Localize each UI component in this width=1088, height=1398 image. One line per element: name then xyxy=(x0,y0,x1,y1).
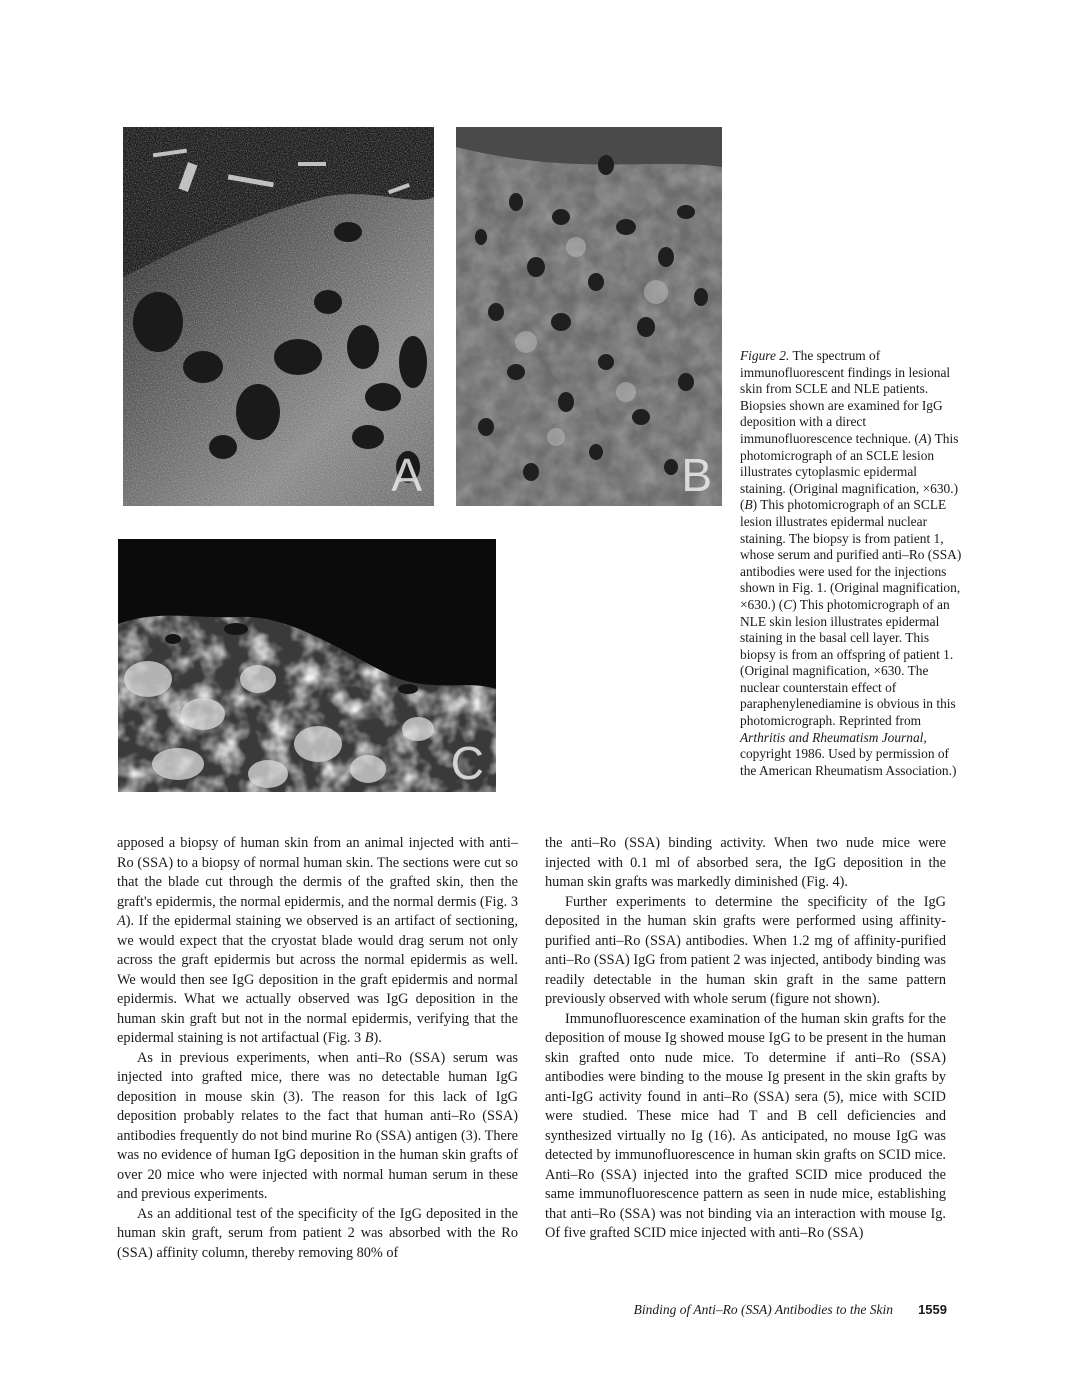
caption-ref-b: B xyxy=(744,497,753,513)
panel-b-label: B xyxy=(681,449,712,501)
body-column-right xyxy=(545,834,946,1244)
caption-text: ) This photomicrograph of an SCLE lesion illustrates epidermal nuclear staining. The biopsy is from patient 1, whose serum and purified anti–Ro (SSA) antibodies were used for the injections shown in Fig. 1. (Original magnification, ×630.) ( xyxy=(740,497,962,612)
body-paragraph: As in previous experiments, when anti–Ro (SSA) serum was injected into grafted mice, there was no detectable human IgG deposition in mouse skin (3). The reason for this lack of IgG deposition probably relates to the fact that human anti–Ro (SSA) antibodies frequently do not bind murine Ro (SSA) antigen (3). There was no evidence of human IgG deposition in the human skin grafts of over 20 mice who were injected with normal human serum in these and previous experiments. xyxy=(117,1049,518,1202)
page-number: 1559 xyxy=(918,1302,947,1317)
body-paragraph: Further experiments to determine the specificity of the IgG deposited in the human skin grafts were performed using affinity-purified anti–Ro (SSA) antibodies. When 1.2 mg of affinity-purified anti–Ro (SSA) IgG from patient 2 was injected, antibody binding was readily detectable in the human skin graft in the same pattern previously observed with whole serum (figure not shown). xyxy=(545,893,946,1007)
figure-panel-b xyxy=(456,127,722,506)
caption-journal-title: Arthritis and Rheumatism Journal, xyxy=(740,729,927,745)
panel-c-micrograph xyxy=(118,539,496,792)
running-head: Binding of Anti–Ro (SSA) Antibodies to the Skin xyxy=(633,1302,893,1317)
body-paragraph: the anti–Ro (SSA) binding activity. When two nude mice were injected with 0.1 ml of absorbed sera, the IgG deposition in the human skin grafts was markedly diminished (Fig. 4). xyxy=(545,835,946,890)
panel-a-label: A xyxy=(391,449,422,501)
caption-text: The spectrum of immunofluorescent findings in lesional skin from SCLE and NLE patients. Biopsies shown are examined for IgG deposition with a direct immunofluorescence technique. ( xyxy=(740,348,951,446)
body-paragraph xyxy=(117,834,518,1049)
figure-caption xyxy=(740,348,962,779)
panel-c-label: C xyxy=(450,737,484,789)
figure-ref: A xyxy=(117,913,126,929)
caption-ref-a: A xyxy=(918,430,928,446)
panel-a-micrograph xyxy=(123,127,434,506)
figure-ref: B xyxy=(364,1030,374,1046)
caption-text: ) This photomicrograph of an NLE skin lesion illustrates epidermal staining in the basal cell layer. This biopsy is from an offspring of patient 1. (Original magnification, ×630. The nuclear counterstain effect of paraphenylenediamine is obvious in this photomicrograph. Reprinted from xyxy=(740,596,956,729)
caption-text: copyright 1986. Used by permission of the American Rheumatism Association.) xyxy=(740,746,957,778)
body-paragraph: As an additional test of the specificity of the IgG deposited in the human skin graft, serum from patient 2 was absorbed with the Ro (SSA) affinity column, thereby removing 80% of xyxy=(117,1205,518,1261)
page-footer xyxy=(545,1302,947,1322)
figure-label: Figure 2. xyxy=(740,348,790,363)
figure-panel-a xyxy=(123,127,434,506)
figure-panel-c xyxy=(118,539,496,792)
paragraph-text: apposed a biopsy of human skin from an animal injected with anti–Ro (SSA) to a biopsy of normal human skin. The sections were cut so that the blade cut through the dermis of the grafted skin, then the graft's epidermis, the normal epidermis, and the normal dermis (Fig. 3 xyxy=(117,835,518,910)
caption-ref-c: C xyxy=(783,596,793,612)
body-paragraph: Immunofluorescence examination of the human skin grafts for the deposition of mouse Ig showed mouse IgG to be present in the human skin grafted onto nude mice. To determine if anti–Ro (SSA) antibodies were binding to the mouse Ig present in the skin grafts by anti-IgG activity found in anti–Ro (SSA) sera (5), mice with SCID were studied. These mice had T and B cell deficiencies and synthesized virtually no Ig (16). As anticipated, no mouse IgG was detected by immunofluorescence in human skin grafts on SCID mice. Anti–Ro (SSA) injected into the grafted SCID mice produced the same immunofluorescence pattern as seen in nude mice, establishing that anti–Ro (SSA) was not binding via an interaction with mouse Ig. Of five grafted SCID mice injected with anti–Ro (SSA) xyxy=(545,1010,946,1241)
paragraph-text: ). xyxy=(373,1030,382,1046)
paragraph-text: ). If the epidermal staining we observed is an artifact of sectioning, we would expect that the cryostat blade would drag serum not only across the graft epidermis but across the normal epidermis as well. We would then see IgG deposition in the graft epidermis and normal epidermis. What we actually observed was IgG deposition in the human skin graft but not in the normal epidermis, verifying that the epidermal staining is not artifactual (Fig. 3 xyxy=(117,913,518,1046)
body-column-left xyxy=(117,834,518,1263)
caption-text: ) This photomicrograph of an SCLE lesion illustrates cytoplasmic epidermal staining. (Original magnification, ×630.) ( xyxy=(740,430,959,513)
